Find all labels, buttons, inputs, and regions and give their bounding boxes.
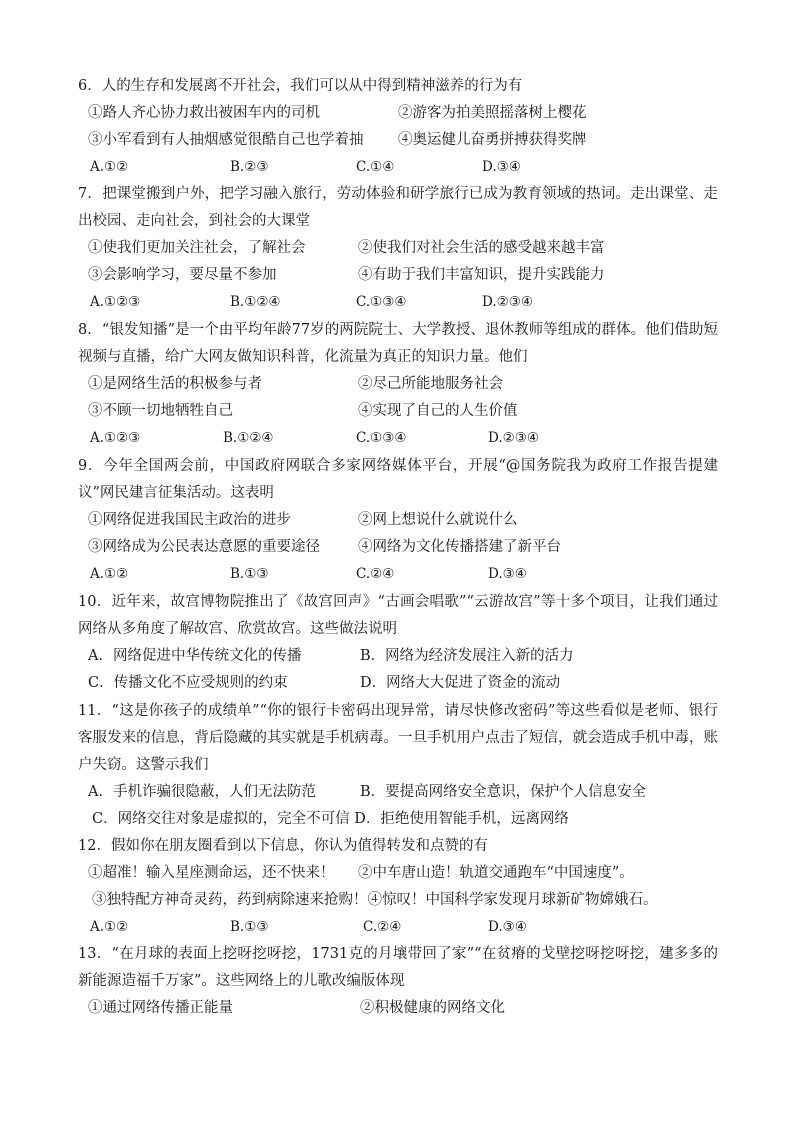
answer-option: A.①② (90, 159, 129, 175)
statement-item: ②尽己所能地服务社会 (358, 376, 503, 392)
statement-item: ③网络成为公民表达意愿的重要途径 (88, 539, 320, 555)
question-12 (78, 833, 718, 941)
question-9 (78, 453, 718, 588)
answer-option: D.③④ (488, 566, 527, 582)
question-8 (78, 317, 718, 452)
question-stem: 7．把课堂搬到户外，把学习融入旅行，劳动体验和研学旅行已成为教育领域的热词。走出课堂、走出校园、走向社会，到社会的大课堂 (78, 186, 718, 229)
statement-item: ③独特配方神奇灵药，药到病除速来抢购！④惊叹！中国科学家发现月球新矿物嫦娥石。 (92, 892, 658, 908)
statement-item: ④奥运健儿奋勇拼搏获得奖牌 (398, 132, 587, 148)
question-stem: 8．“银发知播”是一个由平均年龄77岁的两院院士、大学教授、退休教师等组成的群体。他们借助短视频与直播，给广大网友做知识科普，化流量为真正的知识力量。他们 (78, 322, 718, 365)
statement-item: ④有助于我们丰富知识，提升实践能力 (358, 267, 605, 283)
answer-option: A.①②③ (90, 430, 141, 446)
answer-option: C.②④ (363, 919, 402, 935)
question-stem: 6．人的生存和发展离不开社会，我们可以从中得到精神滋养的行为有 (78, 78, 523, 94)
answer-option: A．手机诈骗很隐蔽，人们无法防范 (88, 784, 316, 800)
answer-option: C.①④ (356, 159, 395, 175)
statement-item: ②网上想说什么就说什么 (358, 512, 518, 528)
answer-option: C．传播文化不应受规则的约束 (88, 675, 288, 691)
answer-option: B.①②④ (230, 294, 281, 310)
answer-option: A.①② (90, 919, 129, 935)
answer-option: B.①③ (230, 919, 269, 935)
question-7 (78, 181, 718, 316)
question-13 (78, 941, 718, 1022)
answer-option: B．要提高网络安全意识，保护个人信息安全 (360, 784, 647, 800)
answer-option: D.②③④ (488, 430, 539, 446)
statement-item: ①网络促进我国民主政治的进步 (88, 512, 291, 528)
answer-option: C.②④ (356, 566, 395, 582)
answer-option: B．网络为经济发展注入新的活力 (360, 648, 574, 664)
statement-item: ③不顾一切地牺牲自己 (88, 403, 233, 419)
answer-option: B.②③ (230, 159, 269, 175)
question-stem: 11．“这是你孩子的成绩单”“你的银行卡密码出现异常，请尽快修改密码”等这些看似是老师、银行客服发来的信息，背后隐藏的其实就是手机病毒。一旦手机用户点击了短信，就会造成手机中毒，账户失窃。这警示我们 (78, 703, 718, 773)
answer-option: D.③④ (488, 919, 527, 935)
statement-item: ④网络为文化传播搭建了新平台 (358, 539, 561, 555)
question-stem: 9．今年全国两会前，中国政府网联合多家网络媒体平台，开展“@国务院我为政府工作报告提建议”网民建言征集活动。这表明 (78, 458, 718, 501)
statement-item: ④实现了自己的人生价值 (358, 403, 518, 419)
statement-item: ①路人齐心协力救出被困车内的司机 (88, 105, 320, 121)
statement-item: ①超准！输入星座测命运，还不快来！ (88, 865, 335, 881)
answer-option: D．网络大大促进了资金的流动 (360, 675, 561, 691)
question-stem: 13．“在月球的表面上挖呀挖呀挖，1731克的月壤带回了家”“在贫瘠的戈壁挖呀挖呀挖，建多多的新能源造福千万家”。这些网络上的儿歌改编版体现 (78, 946, 718, 989)
answer-option: C.①③④ (356, 430, 407, 446)
statement-item: ③小军看到有人抽烟感觉很酷自己也学着抽 (88, 132, 364, 148)
answer-option: A.①②③ (90, 294, 141, 310)
question-6 (78, 73, 718, 181)
statement-item: ③会影响学习，要尽量不参加 (88, 267, 277, 283)
statement-item: ①通过网络传播正能量 (88, 1000, 233, 1016)
statement-item: ②游客为拍美照摇落树上樱花 (398, 105, 587, 121)
statement-item: ②积极健康的网络文化 (360, 1000, 505, 1016)
statement-item: ①是网络生活的积极参与者 (88, 376, 262, 392)
statement-item: ①使我们更加关注社会，了解社会 (88, 240, 306, 256)
question-10 (78, 589, 718, 697)
question-stem: 12．假如你在朋友圈看到以下信息，你认为值得转发和点赞的有 (78, 838, 488, 854)
answer-option: C.①③④ (356, 294, 407, 310)
statement-item: ②使我们对社会生活的感受越来越丰富 (358, 240, 605, 256)
answer-option: A．网络促进中华传统文化的传播 (88, 648, 302, 664)
answer-option: D.②③④ (482, 294, 533, 310)
answer-option: A.①② (90, 566, 129, 582)
answer-option: B.①②④ (223, 430, 274, 446)
answer-option: C．网络交往对象是虚拟的，完全不可信 D．拒绝使用智能手机，远离网络 (92, 811, 569, 827)
question-stem: 10．近年来，故宫博物院推出了《故宫回声》“古画会唱歌”“云游故宫”等十多个项目，让我们通过网络从多角度了解故宫、欣赏故宫。这些做法说明 (78, 594, 718, 637)
answer-option: B.①③ (230, 566, 269, 582)
statement-item: ②中车唐山造！轨道交通跑车“中国速度”。 (358, 865, 634, 881)
question-11 (78, 698, 718, 833)
answer-option: D.③④ (482, 159, 521, 175)
